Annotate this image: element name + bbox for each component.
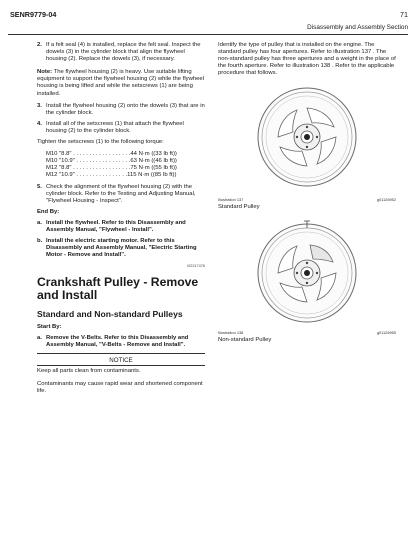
torque-row: M12 "8.8" . . . . . . . . . . . . . . . . . .75 N·m ((55 lb ft)) [46, 165, 177, 172]
right-column [218, 42, 396, 344]
page-number: 71 [400, 10, 408, 19]
notice-text: Keep all parts clean from contaminants. [37, 368, 141, 375]
header-rule [8, 34, 408, 35]
step-text: Check the alignment of the flywheel housing (2) with the cylinder block. Refer to the Testing and Adjusting Manual, "Flywheel Housing - Inspect". [46, 183, 196, 204]
figure-caption [218, 196, 396, 203]
step-number: 4. [37, 120, 42, 127]
illustration-standard-pulley [218, 83, 396, 210]
intro-text: Identify the type of pulley that is installed on the engine. The standard pulley has four apertures. Refer to illustration 137 . The non-standard pulley has three apertures and a weight in the place of the fourth aperture. Refer to illustration 138 . Refer to the applicable procedure that follows. [218, 42, 396, 77]
step-number: 5. [37, 183, 42, 190]
end-by-step-a [37, 220, 205, 234]
notice-text: Contaminants may cause rapid wear and shortened component life. [37, 380, 203, 394]
end-by-step-b [37, 238, 205, 259]
step-number: 2. [37, 42, 42, 48]
torque-row: M12 "10.9" . . . . . . . . . . . . . . . .115 N·m ((85 lb ft)) [46, 172, 177, 179]
note-text: The flywheel housing (2) is heavy. Use suitable lifting equipment to support the flywheel housing (2) while the flywheel housing is being lifted and while the setscrews (1) are being installed. [37, 69, 204, 97]
step-4 [37, 121, 205, 135]
left-column [37, 42, 205, 400]
step-text: If a felt seal (4) is installed, replace the felt seal. Inspect the dowels (3) in the cylinder block that align the flywheel housing (2). Replace the dowels (3), if necessary. [46, 42, 201, 63]
notice-rule [37, 365, 205, 366]
figure-caption [218, 329, 396, 336]
illustration-non-standard-pulley [218, 217, 396, 344]
step-text: Install all of the setscrews (1) that attach the flywheel housing (2) to the cylinder block. [46, 120, 184, 134]
step-5 [37, 184, 205, 205]
subsection-heading: Standard and Non-standard Pulleys [37, 309, 183, 320]
figure-label: Illustration 138 [218, 329, 244, 335]
note [37, 69, 205, 97]
figure-code: g01126952 [376, 196, 396, 202]
torque-table [46, 151, 205, 179]
torque-row: M10 "8.8" . . . . . . . . . . . . . . . . . .44 N·m ((33 lb ft)) [46, 151, 177, 158]
step-2 [37, 42, 205, 63]
non-standard-pulley-image [218, 217, 396, 325]
start-by-step-a [37, 335, 205, 349]
end-by-heading: End By: [37, 208, 60, 215]
step-text: Install the electric starting motor. Refer to this Disassembly and Assembly Manual, "Electric Starting Motor - Remove and Install". [46, 238, 197, 259]
step-letter: a. [37, 219, 42, 226]
document-id: SENR9779-04 [10, 10, 57, 19]
section-code: i02217476 [187, 264, 205, 269]
torque-row: M10 "10.9" . . . . . . . . . . . . . . . . .63 N·m ((46 lb ft)) [46, 158, 177, 165]
torque-intro: Tighten the setscrews (1) to the following torque: [37, 139, 164, 146]
figure-title: Standard Pulley [218, 203, 260, 210]
start-by-heading: Start By: [37, 324, 62, 331]
step-text: Install the flywheel. Refer to this Disassembly and Assembly Manual, "Flywheel - Install". [46, 219, 186, 233]
step-number: 3. [37, 102, 42, 109]
step-letter: b. [37, 238, 43, 245]
notice-rule [37, 353, 205, 354]
step-text: Install the flywheel housing (2) onto the dowels (3) that are in the cylinder block. [46, 102, 205, 116]
step-letter: a. [37, 335, 42, 342]
figure-label: Illustration 137 [218, 196, 244, 202]
section-title: Disassembly and Assembly Section [307, 24, 408, 31]
note-label: Note: [37, 69, 53, 76]
step-text: Remove the V-Belts. Refer to this Disassembly and Assembly Manual, "V-Belts - Remove and Install". [46, 335, 189, 349]
notice-title: NOTICE [109, 357, 133, 365]
step-3 [37, 103, 205, 117]
figure-code: g01126955 [376, 329, 396, 335]
figure-title: Non-standard Pulley [218, 336, 272, 343]
standard-pulley-image [218, 83, 396, 191]
section-heading: Crankshaft Pulley - Remove and Install [37, 275, 199, 303]
